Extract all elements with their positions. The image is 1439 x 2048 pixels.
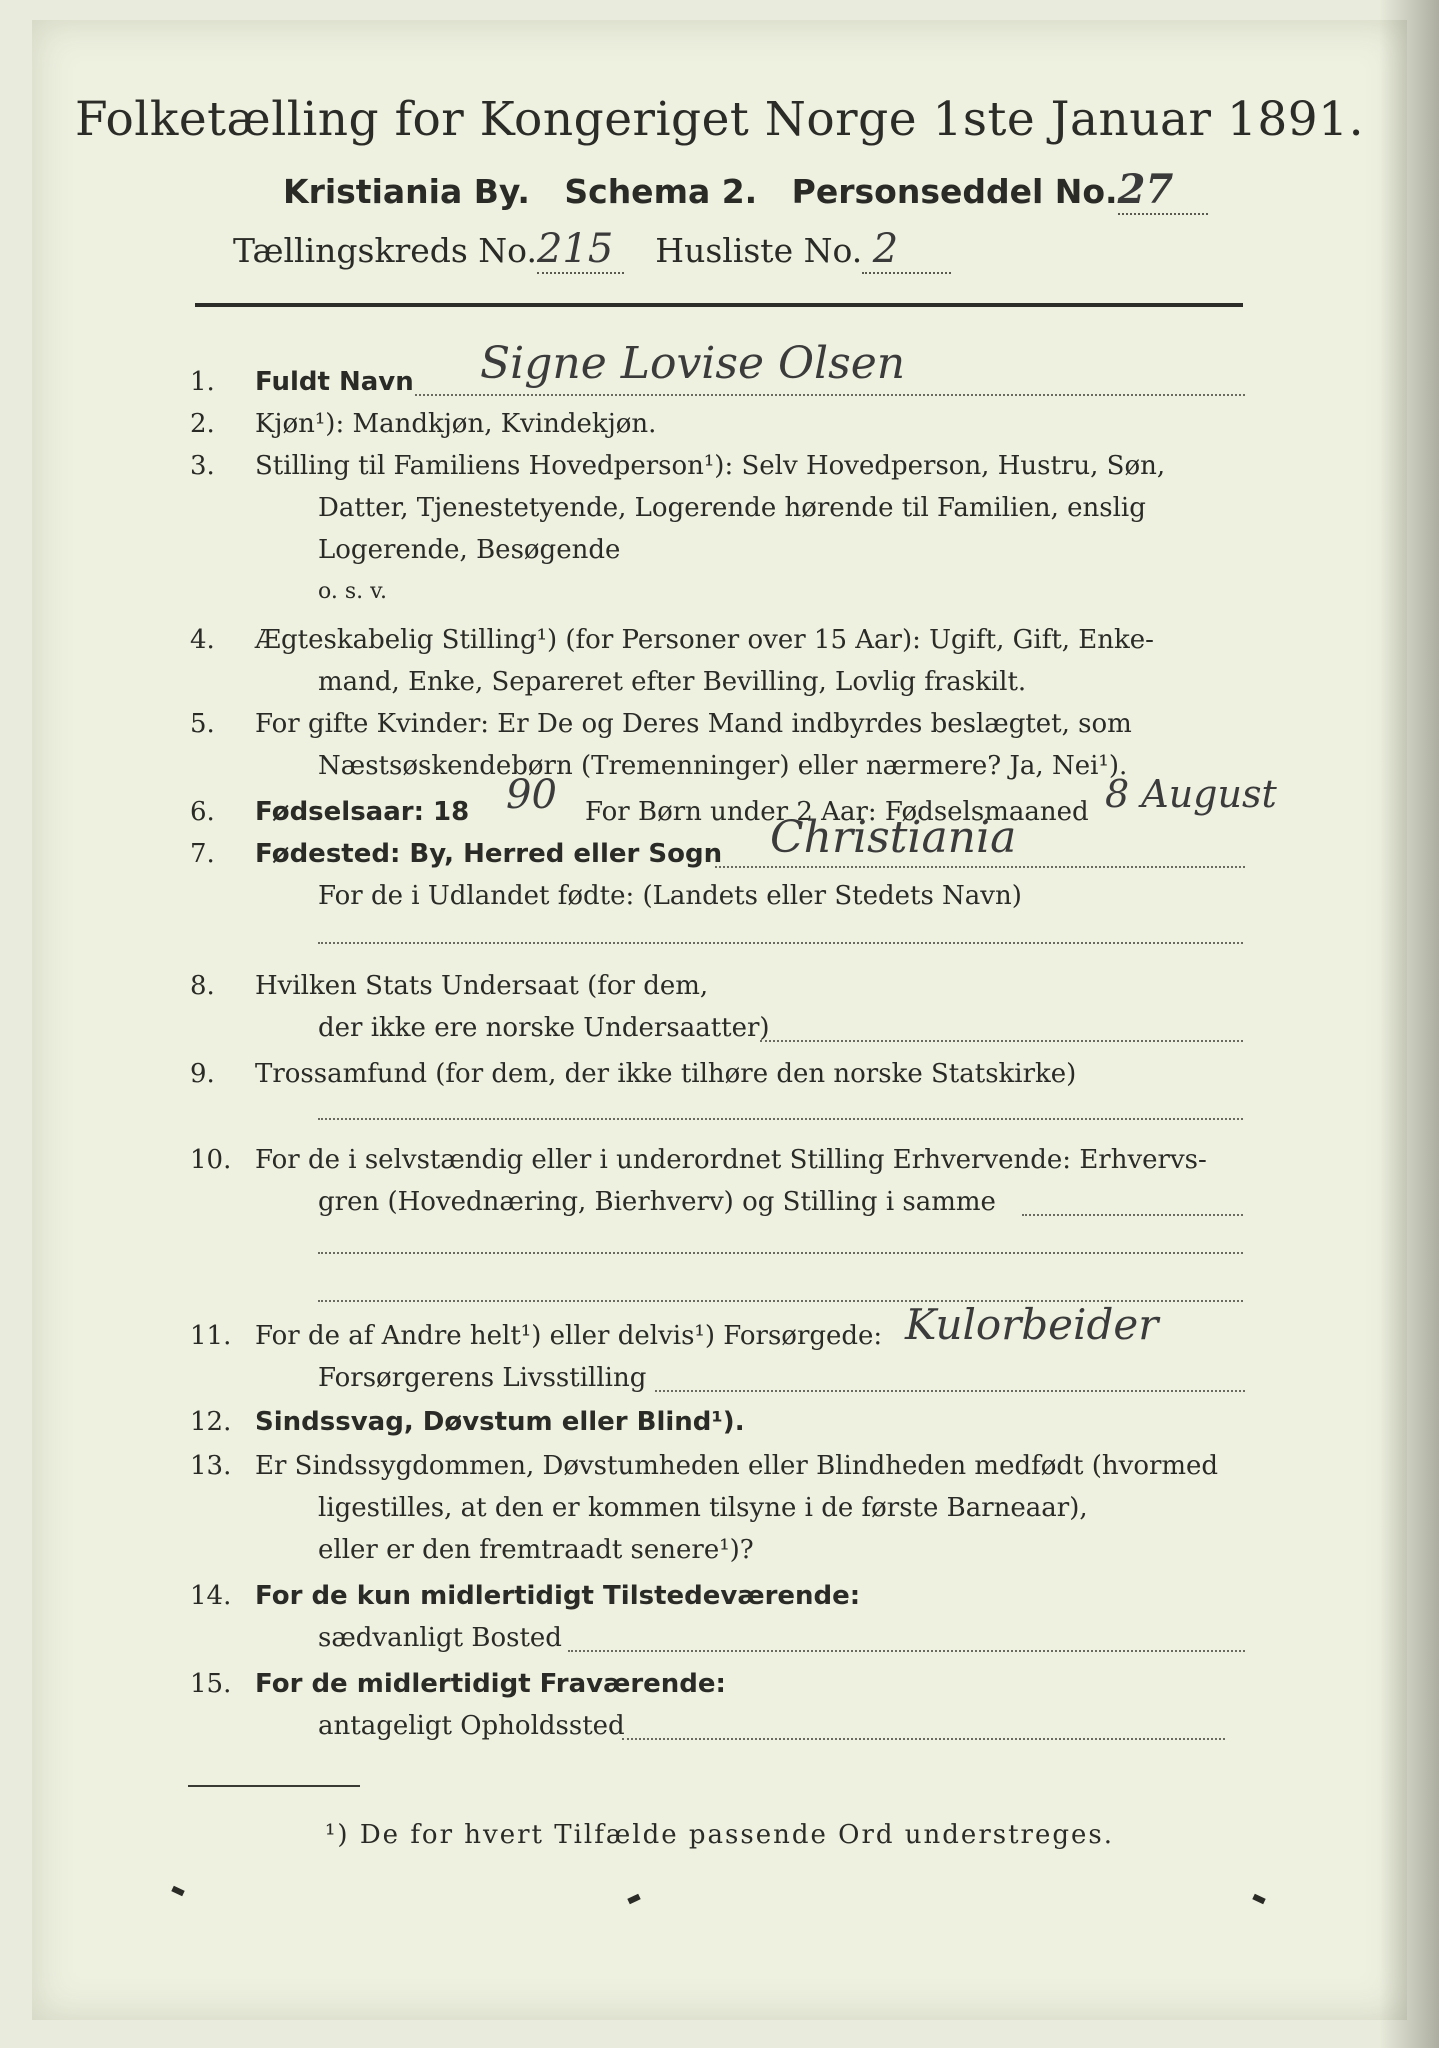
item-11: 11. For de af Andre helt¹) eller delvis¹) Forsørgede: xyxy=(190,1321,883,1351)
item-7-line-2: For de i Udlandet fødte: (Landets eller Stedets Navn) xyxy=(318,881,1022,911)
provider-answer: Kulorbeider xyxy=(905,1300,1159,1349)
item-7-dotline xyxy=(715,864,1245,868)
item-9-dotline xyxy=(318,1116,1243,1120)
item-13: 13. Er Sindssygdommen, Døvstumheden eller Blindheden medfødt (hvormed xyxy=(190,1451,1219,1481)
item-10-dotline-2 xyxy=(318,1250,1243,1254)
kreds-number: 215 xyxy=(536,226,614,272)
header-rule xyxy=(195,303,1243,307)
kreds-label: Tællingskreds No. xyxy=(233,231,537,270)
item-12: 12. Sindssvag, Døvstum eller Blind¹). xyxy=(190,1407,745,1437)
item-15-line-2: antageligt Opholdssted xyxy=(318,1711,625,1741)
item-3: 3. Stilling til Familiens Hovedperson¹): Selv Hovedperson, Hustru, Søn, xyxy=(190,451,1166,481)
item-14-dotline xyxy=(568,1648,1245,1652)
item-13-line-3: eller er den fremtraadt senere¹)? xyxy=(318,1535,754,1565)
item-10-line-2: gren (Hovednæring, Bierhverv) og Stilling i samme xyxy=(318,1187,996,1217)
item-9: 9. Trossamfund (for dem, der ikke tilhøre den norske Statskirke) xyxy=(190,1059,1077,1089)
item-1: 1. Fuldt Navn xyxy=(190,367,414,397)
footnote: ¹) De for hvert Tilfælde passende Ord understreges. xyxy=(324,1820,1114,1850)
item-4: 4. Ægteskabelig Stilling¹) (for Personer over 15 Aar): Ugift, Gift, Enke- xyxy=(190,625,1154,655)
item-2: 2. Kjøn¹): Mandkjøn, Kvindekjøn. xyxy=(190,409,657,439)
personseddel-number: 27 xyxy=(1117,166,1174,213)
birth-month-answer: 8 August xyxy=(1105,772,1277,816)
item-4-line-2: mand, Enke, Separeret efter Bevilling, Lovlig fraskilt. xyxy=(318,667,1027,697)
item-14-line-2: sædvanligt Bosted xyxy=(318,1623,562,1653)
item-3-line-4: o. s. v. xyxy=(318,579,387,604)
item-15-dotline xyxy=(622,1736,1225,1740)
item-13-line-2: ligestilles, at den er kommen tilsyne i de første Barneaar), xyxy=(318,1493,1088,1523)
item-14: 14. For de kun midlertidigt Tilstedeværende: xyxy=(190,1581,861,1611)
item-11-line-2: Forsørgerens Livsstilling xyxy=(318,1363,647,1393)
item-5-line-2: Næstsøskendebørn (Tremenninger) eller nærmere? Ja, Nei¹). xyxy=(318,751,1128,781)
item-3-line-3: Logerende, Besøgende xyxy=(318,535,621,565)
form-title: Folketælling for Kongeriget Norge 1ste Januar 1891. xyxy=(74,92,1365,147)
footnote-rule xyxy=(188,1785,360,1787)
birth-year-answer: 90 xyxy=(506,772,557,818)
item-8-dotline xyxy=(760,1038,1243,1042)
item-6-month-label: For Børn under 2 Aar: Fødselsmaaned xyxy=(585,797,1089,827)
form-district-line xyxy=(233,226,951,274)
schema-label: Schema 2. xyxy=(564,172,758,211)
item-15: 15. For de midlertidigt Fraværende: xyxy=(190,1669,726,1699)
city-label: Kristiania By. xyxy=(283,172,530,211)
full-name-answer: Signe Lovise Olsen xyxy=(480,338,906,389)
item-1-dotline xyxy=(415,392,1245,396)
item-8-line-2: der ikke ere norske Undersaatter) xyxy=(318,1013,770,1043)
husliste-number: 2 xyxy=(872,226,899,272)
item-11-dotline xyxy=(655,1388,1245,1392)
form-subtitle xyxy=(283,166,1208,215)
birthplace-answer: Christiania xyxy=(770,812,1017,863)
item-6: 6. Fødselsaar: 18 xyxy=(190,797,470,827)
item-8: 8. Hvilken Stats Undersaat (for dem, xyxy=(190,971,709,1001)
page-edge-shadow xyxy=(1379,0,1439,2048)
husliste-label: Husliste No. xyxy=(655,231,863,270)
personseddel-label: Personseddel No. xyxy=(791,172,1118,211)
item-7: 7. Fødested: By, Herred eller Sogn xyxy=(190,839,723,869)
item-10-dotline-1 xyxy=(1022,1212,1243,1216)
item-3-line-2: Datter, Tjenestetyende, Logerende hørende til Familien, enslig xyxy=(318,493,1146,523)
item-7-foreign-dotline xyxy=(318,940,1243,944)
item-5: 5. For gifte Kvinder: Er De og Deres Mand indbyrdes beslægtet, som xyxy=(190,709,1132,739)
item-10: 10. For de i selvstændig eller i underordnet Stilling Erhvervende: Erhvervs- xyxy=(190,1145,1207,1175)
